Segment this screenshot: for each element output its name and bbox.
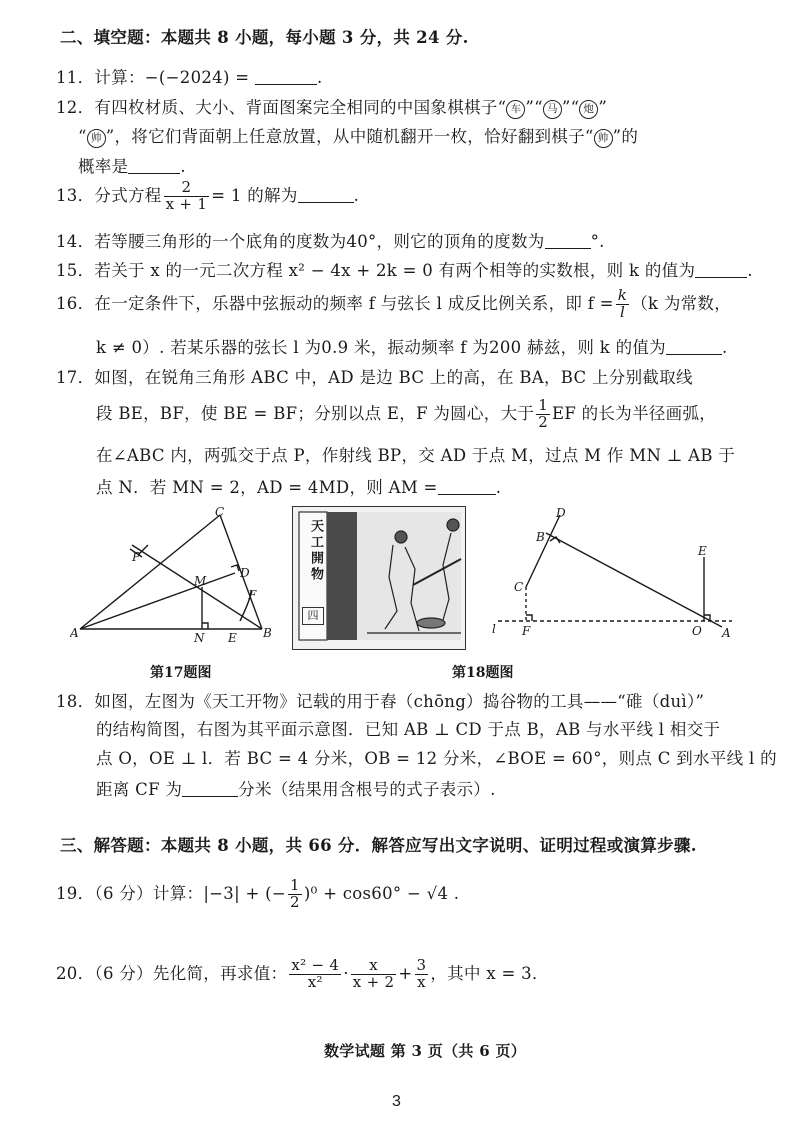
- label-F: F: [248, 588, 257, 602]
- question-18-line2: [96, 722, 720, 739]
- question-text: ，其中 x = 3．: [430, 963, 549, 983]
- question-text: = 1 的解为: [211, 185, 298, 205]
- answer-blank[interactable]: [128, 157, 180, 174]
- label-B: B: [263, 626, 272, 640]
- fraction-numerator: k: [617, 286, 628, 304]
- page-number: 3: [392, 1093, 402, 1110]
- fraction: [288, 878, 302, 911]
- operator: +: [398, 963, 413, 983]
- fraction: [164, 180, 210, 213]
- label-N: N: [194, 631, 205, 645]
- label-O: O: [692, 624, 702, 638]
- question-text: 如图，在锐角三角形 ABC 中，AD 是边 BC 上的高，在 BA，BC 上分别截取线: [94, 368, 693, 387]
- question-number: 16．: [56, 293, 95, 313]
- question-17-line2: [96, 398, 716, 431]
- fraction-denominator: l: [619, 302, 626, 321]
- figure-17-diagram: [70, 505, 280, 647]
- fraction-denominator: x²: [307, 972, 323, 991]
- question-text: 有四枚材质、大小、背面图案完全相同的中国象棋棋子: [94, 98, 498, 117]
- math-expression: )⁰ + cos60° − √4 .: [303, 883, 460, 903]
- segment-AC: [80, 515, 220, 629]
- punctuation: .: [316, 68, 323, 87]
- question-text: 点 O，OE ⊥ l．若 BC = 4 分米，OB = 12 分米，∠BOE = 60°，则点 C 到水平线 l 的: [96, 749, 777, 768]
- label-E: E: [228, 631, 237, 645]
- answer-blank[interactable]: [545, 232, 591, 249]
- question-18-line3: [96, 751, 777, 768]
- label-l: l: [492, 622, 496, 636]
- answer-blank[interactable]: [255, 68, 317, 85]
- question-15: [56, 261, 753, 280]
- figure-head: [395, 531, 407, 543]
- question-text: k ≠ 0）. 若某乐器的弦长 l 为0.9 米，振动频率 f 为200 赫兹，则 k 的值为: [96, 338, 666, 357]
- fraction-denominator: x + 2: [352, 972, 395, 991]
- figure-17-caption: 第17题图: [150, 665, 212, 681]
- question-number: 19．: [56, 883, 95, 903]
- fraction: [536, 398, 550, 431]
- question-16: [56, 288, 731, 321]
- label-D: D: [556, 506, 566, 520]
- segment-AD: [80, 573, 235, 629]
- question-number: 12．: [56, 98, 95, 117]
- question-text: 在一定条件下，乐器中弦振动的频率 f 与弦长 l 成反比例关系，即 f =: [94, 293, 614, 313]
- fraction: [289, 958, 341, 991]
- question-text: 的: [621, 127, 639, 146]
- segment-AB: [546, 533, 722, 627]
- question-text: ，将它们背面朝上任意放置，从中随机翻开一枚，恰好翻到棋子: [114, 127, 585, 146]
- question-text: 分式方程: [94, 185, 162, 205]
- question-number: 15．: [56, 261, 95, 280]
- question-16-line2: [96, 338, 728, 357]
- punctuation: .: [495, 478, 502, 497]
- question-20: [56, 958, 549, 991]
- question-number: 13．: [56, 185, 95, 205]
- question-text: （6 分）计算：: [94, 883, 204, 903]
- answer-blank[interactable]: [666, 338, 722, 355]
- fraction-denominator: 2: [538, 412, 549, 431]
- question-12-line2: “ 帅 ”，将它们背面朝上任意放置，从中随机翻开一枚，恰好翻到棋子“ 帅 ”的: [78, 127, 639, 146]
- question-text: 若关于 x 的一元二次方程 x² − 4x + 2k = 0 有两个相等的实数根，则 k 的值为: [94, 261, 696, 280]
- label-A: A: [70, 626, 79, 640]
- label-C: C: [514, 580, 524, 594]
- section-heading: 二、填空题：本题共 8 小题，每小题 3 分，共 24 分.: [60, 28, 469, 47]
- fraction-numerator: 3: [416, 956, 427, 974]
- segment-CD: [526, 515, 560, 587]
- fraction: [616, 288, 629, 321]
- math-expression: |−3| + (−: [203, 883, 287, 903]
- question-11: [56, 68, 323, 87]
- question-text: 的结构简图，右图为其平面示意图．已知 AB ⊥ CD 于点 B，AB 与水平线 l 相交于: [96, 720, 721, 739]
- chess-piece-icon: 车: [506, 100, 525, 119]
- fraction-numerator: 1: [538, 396, 549, 414]
- chess-piece-icon: 帅: [594, 129, 613, 148]
- label-B: B: [536, 530, 545, 544]
- label-C: C: [215, 505, 225, 519]
- question-text: （6 分）先化简，再求值：: [94, 963, 288, 983]
- question-number: 17．: [56, 368, 95, 387]
- question-13: [56, 180, 359, 213]
- chess-piece-icon: 帅: [87, 129, 106, 148]
- question-text: 如图，左图为《天工开物》记载的用于舂（chōng）捣谷物的工具——“碓（duì）”: [94, 692, 705, 711]
- figure-18-illustration: [292, 506, 466, 650]
- section-heading: 三、解答题：本题共 8 小题，共 66 分．解答应写出文字说明、证明过程或演算步骤.: [60, 836, 697, 855]
- volume-mark: 四: [302, 607, 324, 625]
- fraction: [415, 958, 429, 991]
- book-title: 天工開物: [308, 519, 323, 583]
- punctuation: .: [180, 157, 186, 176]
- fraction-numerator: 1: [290, 876, 300, 894]
- question-number: 14．: [56, 232, 95, 251]
- question-18: [56, 694, 704, 711]
- answer-blank[interactable]: [182, 780, 238, 797]
- question-14: [56, 232, 605, 251]
- fraction-denominator: x: [417, 972, 426, 991]
- answer-blank[interactable]: [438, 478, 496, 495]
- label-D: D: [240, 566, 250, 580]
- label-E: E: [698, 544, 707, 558]
- question-text: 若等腰三角形的一个底角的度数为40°，则它的顶角的度数为: [94, 232, 545, 251]
- right-angle-mark: [202, 623, 208, 629]
- question-text: 距离 CF 为: [96, 780, 183, 799]
- answer-blank[interactable]: [298, 186, 354, 203]
- question-text: 点 N．若 MN = 2，AD = 4MD，则 AM =: [96, 478, 438, 497]
- fraction-numerator: x: [351, 958, 397, 975]
- figure-18-caption: 第18题图: [452, 665, 514, 681]
- punctuation: .: [721, 338, 728, 357]
- question-17-line3: [96, 448, 735, 465]
- question-text: 在∠ABC 内，两弧交于点 P，作射线 BP，交 AD 于点 M，过点 M 作 MN ⊥ AB 于: [96, 446, 736, 465]
- question-number: 11．: [56, 68, 95, 87]
- right-angle-mark: [231, 565, 239, 571]
- operator: ·: [343, 963, 349, 983]
- fraction-denominator: x + 1: [165, 194, 208, 213]
- question-text: 段 BE，BF，使 BE = BF；分别以点 E，F 为圆心，大于: [96, 403, 535, 423]
- question-17-line4: [96, 478, 501, 497]
- punctuation: °.: [590, 232, 605, 251]
- question-18-line4: [96, 780, 496, 799]
- question-12-line3: [78, 157, 186, 176]
- fraction-denominator: 2: [290, 892, 300, 911]
- right-angle-mark: [550, 537, 560, 543]
- question-number: 20．: [56, 963, 95, 983]
- answer-blank[interactable]: [695, 261, 747, 278]
- label-P: P: [132, 550, 141, 564]
- page-footer: 数学试题 第 3 页（共 6 页）: [324, 1042, 527, 1060]
- question-19: [56, 878, 459, 911]
- figure-18-schematic: [488, 505, 738, 647]
- question-17: [56, 370, 693, 387]
- chess-piece-icon: 马: [543, 100, 562, 119]
- chess-piece-icon: 炮: [579, 100, 598, 119]
- label-A: A: [722, 626, 731, 640]
- question-text: 计算：−(−2024) =: [94, 68, 250, 87]
- question-text: （k 为常数，: [631, 293, 732, 313]
- label-F: F: [522, 624, 531, 638]
- fraction-numerator: 2: [164, 180, 210, 197]
- question-text: EF 的长为半径画弧，: [552, 403, 717, 423]
- question-12: 12．有四枚材质、大小、背面图案完全相同的中国象棋棋子“ 车 ”“ 马 ”“ 炮 ”: [56, 98, 608, 117]
- punctuation: .: [353, 185, 360, 205]
- fraction-numerator: x² − 4: [291, 956, 340, 974]
- right-angle-mark: [526, 615, 532, 621]
- question-number: 18．: [56, 692, 95, 711]
- question-text: 分米（结果用含根号的式子表示）.: [238, 780, 496, 799]
- fraction: [351, 958, 397, 991]
- question-text: 概率是: [78, 157, 129, 176]
- punctuation: .: [747, 261, 753, 280]
- label-M: M: [194, 574, 207, 588]
